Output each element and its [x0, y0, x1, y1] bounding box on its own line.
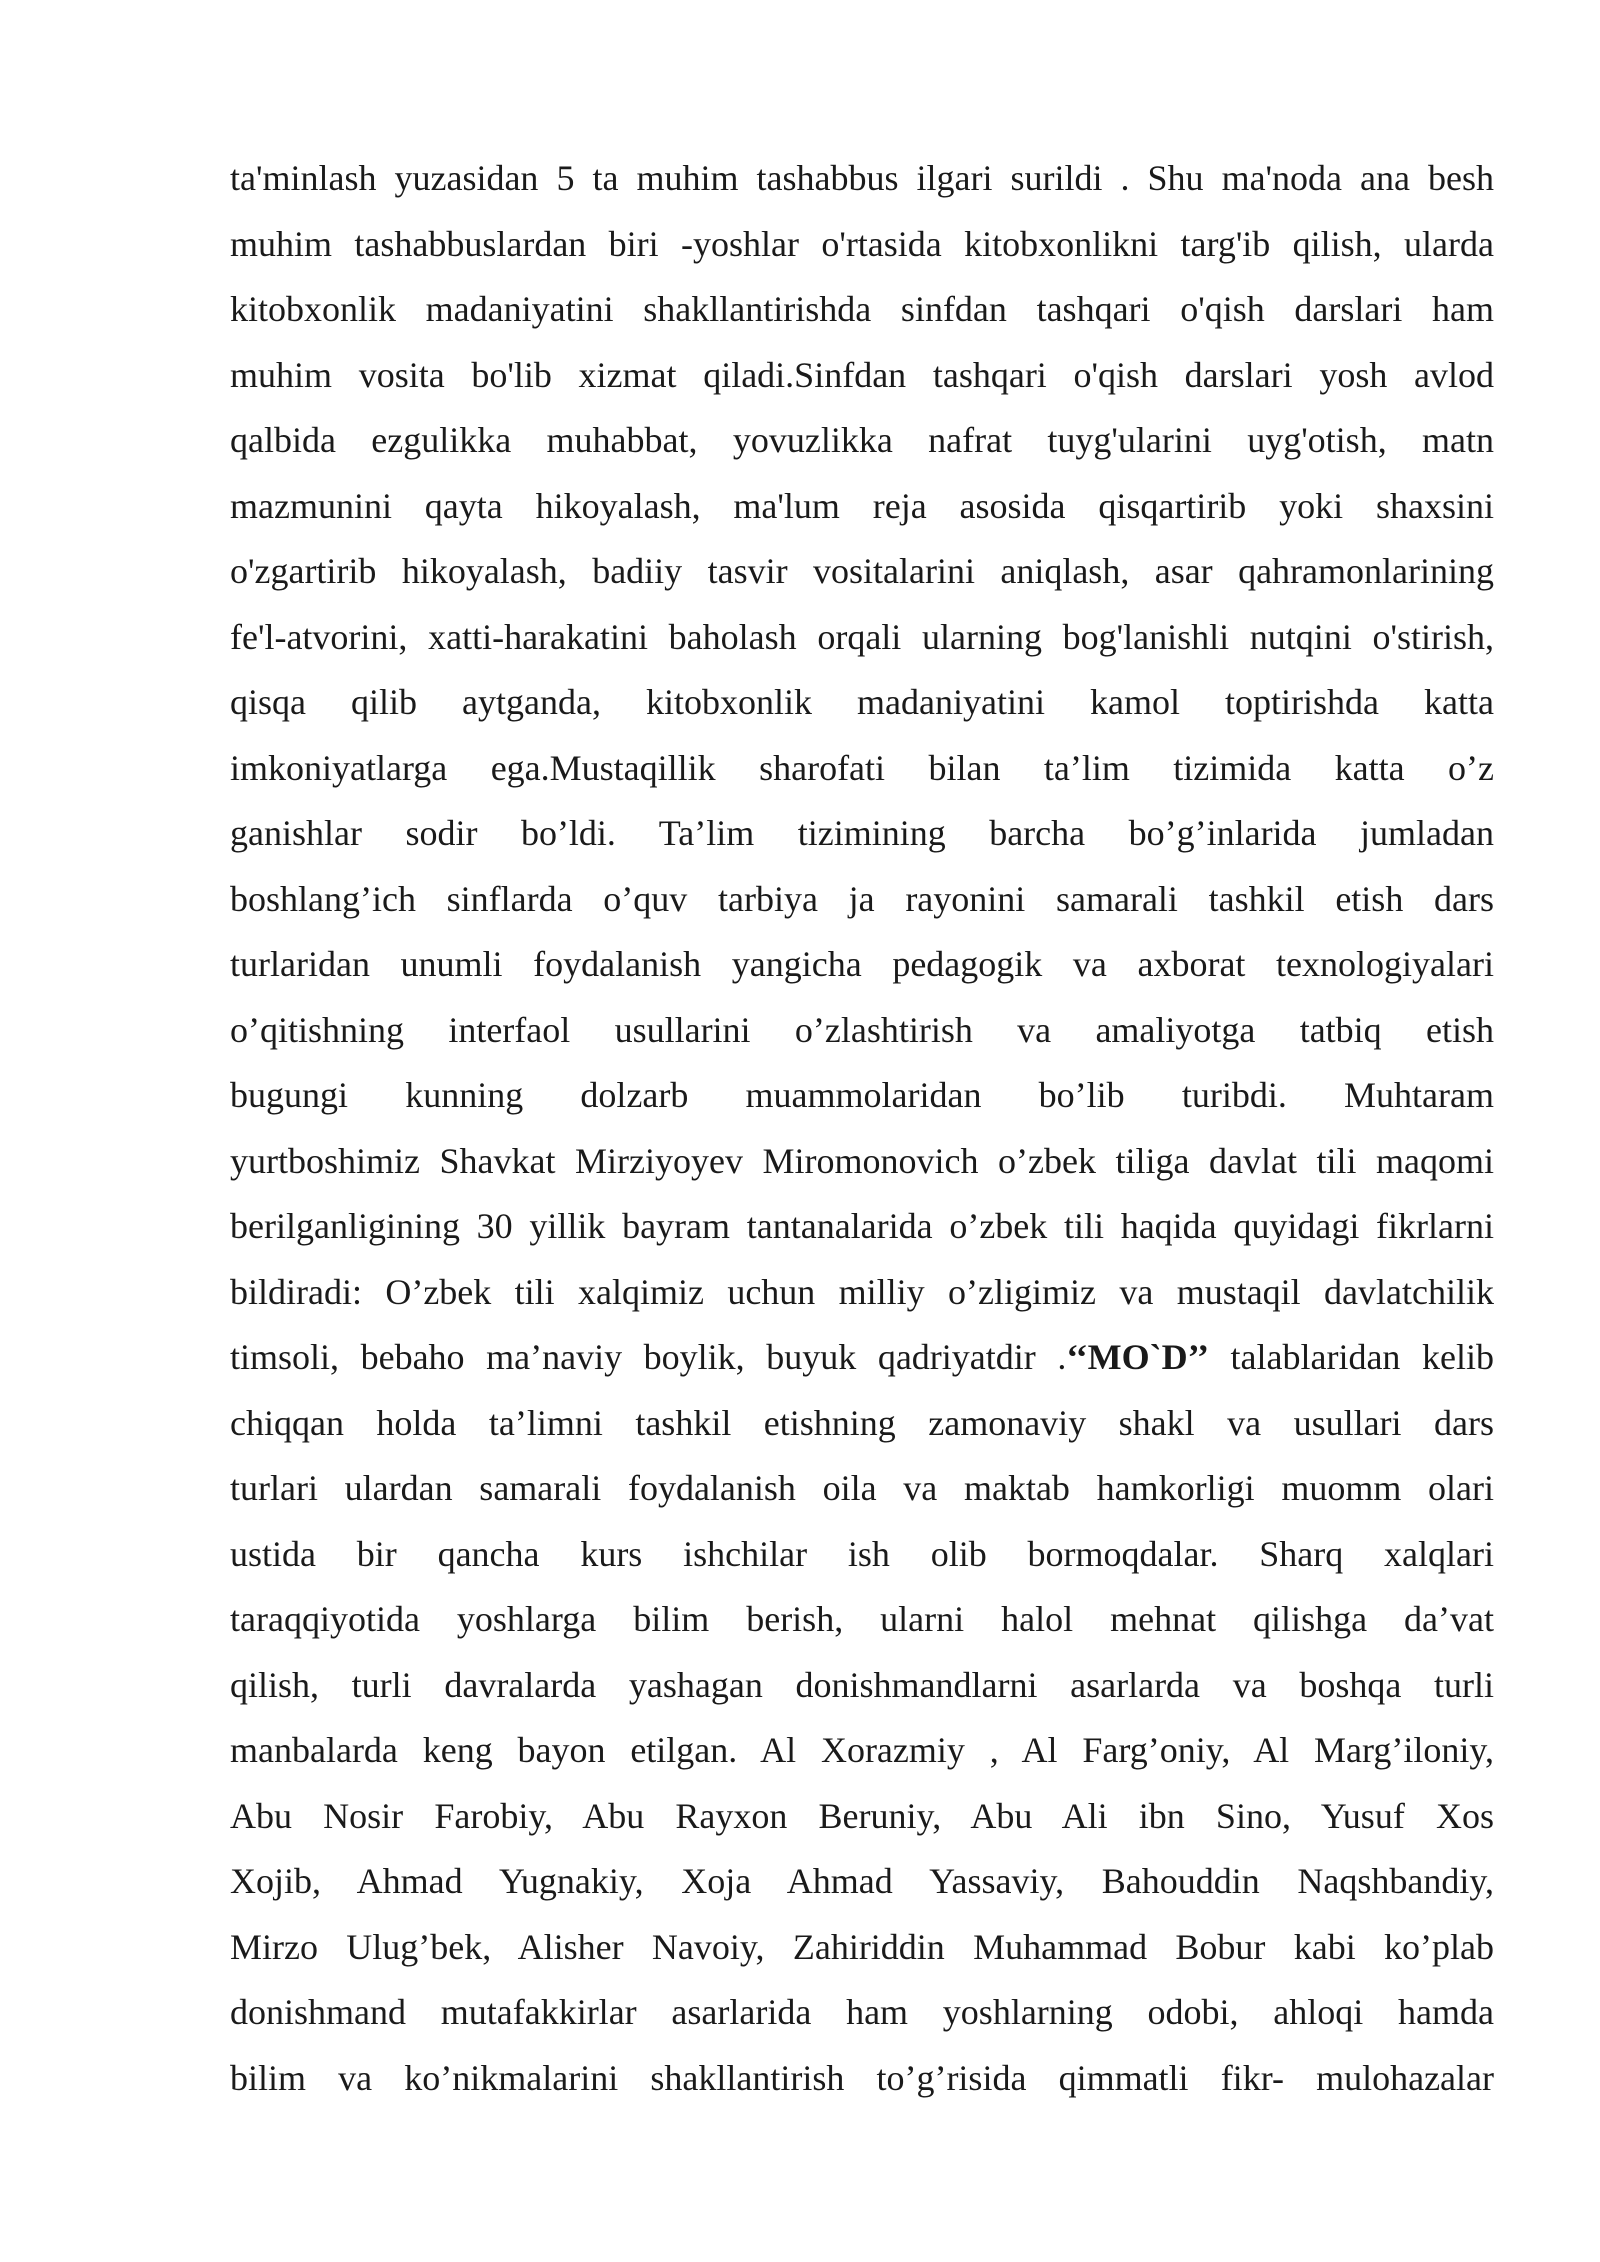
bold-term: ‘‘MO`D’’ — [1066, 1337, 1209, 1377]
text-line: muhim tashabbuslardan biri -yoshlar o'rtasida kitobxonlikni targ'ib qilish, ularda — [230, 223, 1494, 264]
text-segment: timsoli, bebaho ma’naviy boylik, buyuk qadriyatdir . — [230, 1337, 1067, 1377]
body-text — [230, 146, 1494, 2111]
text-line: Abu Nosir Farobiy, Abu Rayxon Beruniy, Abu Ali ibn Sino, Yusuf Xos — [230, 1795, 1494, 1836]
text-line: mazmunini qayta hikoyalash, ma'lum reja asosida qisqartirib yoki shaxsini — [230, 485, 1494, 526]
text-line: taraqqiyotida yoshlarga bilim berish, ularni halol mehnat qilishga da’vat — [230, 1599, 1494, 1639]
text-line: turlaridan unumli foydalanish yangicha pedagogik va axborat texnologiyalari — [230, 944, 1494, 984]
text-line: ustida bir qancha kurs ishchilar ish olib bormoqdalar. Sharq xalqlari — [230, 1533, 1494, 1574]
text-line: o'zgartirib hikoyalash, badiiy tasvir vositalarini aniqlash, asar qahramonlarining — [230, 551, 1494, 591]
text-line: yurtboshimiz Shavkat Mirziyoyev Miromonovich o’zbek tiliga davlat tili maqomi — [230, 1140, 1494, 1181]
text-line: imkoniyatlarga ega.Mustaqillik sharofati bilan ta’lim tizimida katta o’z — [230, 747, 1494, 788]
text-line: fe'l-atvorini, xatti-harakatini baholash orqali ularning bog'lanishli nutqini o'stirish, — [230, 616, 1494, 657]
text-segment: talablaridan kelib — [1208, 1337, 1494, 1377]
text-line: bildiradi: O’zbek tili xalqimiz uchun milliy o’zligimiz va mustaqil davlatchilik — [230, 1271, 1494, 1312]
text-line: qalbida ezgulikka muhabbat, yovuzlikka nafrat tuyg'ularini uyg'otish, matn — [230, 420, 1494, 460]
text-line: bilim va ko’nikmalarini shakllantirish to’g’risida qimmatli fikr- mulohazalar — [230, 2057, 1494, 2098]
text-line: turlari ulardan samarali foydalanish oila va maktab hamkorligi muomm olari — [230, 1468, 1494, 1508]
text-line: bugungi kunning dolzarb muammolaridan bo’lib turibdi. Muhtaram — [230, 1075, 1494, 1115]
text-line: muhim vosita bo'lib xizmat qiladi.Sinfdan tashqari o'qish darslari yosh avlod — [230, 354, 1494, 395]
text-line: manbalarda keng bayon etilgan. Al Xorazmiy , Al Farg’oniy, Al Marg’iloniy, — [230, 1730, 1494, 1770]
text-line: Xojib, Ahmad Yugnakiy, Xoja Ahmad Yassaviy, Bahouddin Naqshbandiy, — [230, 1861, 1494, 1901]
text-line: kitobxonlik madaniyatini shakllantirishda sinfdan tashqari o'qish darslari ham — [230, 289, 1494, 329]
text-line: qisqa qilib aytganda, kitobxonlik madaniyatini kamol toptirishda katta — [230, 682, 1494, 722]
text-line: berilganligining 30 yillik bayram tantanalarida o’zbek tili haqida quyidagi fikrlarni — [230, 1206, 1494, 1246]
text-line: boshlang’ich sinflarda o’quv tarbiya ja rayonini samarali tashkil etish dars — [230, 878, 1494, 919]
text-line: chiqqan holda ta’limni tashkil etishning zamonaviy shakl va usullari dars — [230, 1402, 1494, 1443]
text-line: donishmand mutafakkirlar asarlarida ham yoshlarning odobi, ahloqi hamda — [230, 1992, 1494, 2032]
text-line: o’qitishning interfaol usullarini o’zlashtirish va amaliyotga tatbiq etish — [230, 1009, 1494, 1050]
text-line: ganishlar sodir bo’ldi. Ta’lim tizimining barcha bo’g’inlarida jumladan — [230, 813, 1494, 853]
text-line-mixed — [230, 1325, 1494, 1391]
text-line: Mirzo Ulug’bek, Alisher Navoiy, Zahiriddin Muhammad Bobur kabi ko’plab — [230, 1926, 1494, 1967]
text-line: qilish, turli davralarda yashagan donishmandlarni asarlarda va boshqa turli — [230, 1664, 1494, 1705]
text-line: ta'minlash yuzasidan 5 ta muhim tashabbus ilgari surildi . Shu ma'noda ana besh — [230, 158, 1494, 198]
